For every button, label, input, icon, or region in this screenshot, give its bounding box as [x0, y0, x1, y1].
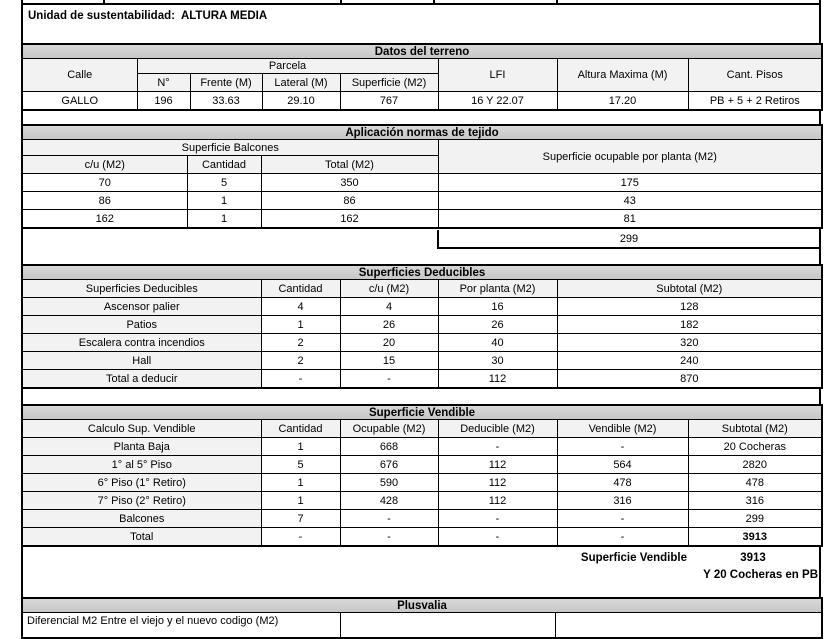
cell-total-vendible: 3913: [688, 528, 822, 547]
row-label: Patios: [22, 316, 261, 334]
top-partial-row: [21, 0, 821, 5]
col-header: Cantidad: [261, 280, 340, 298]
cell: 5: [187, 174, 261, 192]
cell-frente: 33.63: [190, 92, 262, 111]
col-header: Superficies Deducibles: [22, 280, 261, 298]
col-header-parcela: Parcela: [137, 59, 438, 74]
row-label: Total: [22, 528, 261, 547]
col-header-frente: Frente (M): [190, 74, 262, 92]
cell: 676: [340, 456, 438, 474]
cell: 2820: [688, 456, 822, 474]
table-row: [22, 352, 822, 370]
section-title-row: [22, 125, 822, 140]
cell: -: [438, 510, 557, 528]
cell: 1: [261, 474, 340, 492]
cell: 316: [688, 492, 822, 510]
col-header: Por planta (M2): [438, 280, 557, 298]
col-header-lfi: LFI: [438, 59, 557, 92]
cell: -: [340, 370, 438, 389]
row-label: Balcones: [22, 510, 261, 528]
cell: 478: [688, 474, 822, 492]
section-title-row: [22, 598, 822, 613]
cell: 26: [438, 316, 557, 334]
row-label: Escalera contra incendios: [22, 334, 261, 352]
table-row: [22, 174, 822, 192]
cell: 478: [557, 474, 688, 492]
cell: 564: [557, 456, 688, 474]
cell-pisos: PB + 5 + 2 Retiros: [688, 92, 822, 111]
col-header-balcones: Superficie Balcones: [22, 140, 438, 156]
cell: 81: [438, 210, 822, 229]
table-header-row: [22, 140, 822, 156]
cell-numero: 196: [137, 92, 190, 111]
cell: 1: [261, 492, 340, 510]
table-row: [22, 192, 822, 210]
vendible-section-title: Superficie Vendible: [22, 405, 822, 420]
top-partial-cell: [21, 0, 105, 3]
table-row: [22, 210, 822, 229]
table-header-row: [22, 59, 822, 74]
section-title-row: [22, 405, 822, 420]
empty-cell: [340, 613, 555, 639]
top-partial-cell: [558, 0, 821, 3]
cell: 86: [22, 192, 187, 210]
cell: 112: [438, 456, 557, 474]
cell: 16: [438, 298, 557, 316]
tejido-total-ocupable-value: 299: [619, 232, 639, 245]
cell-calle: GALLO: [22, 92, 137, 111]
cell: 1: [261, 316, 340, 334]
col-header-calle: Calle: [22, 59, 137, 92]
cell: 1: [261, 438, 340, 456]
row-label: Ascensor palier: [22, 298, 261, 316]
cell: -: [261, 370, 340, 389]
cell: 316: [557, 492, 688, 510]
col-header: Ocupable (M2): [340, 420, 438, 438]
cell: 4: [261, 298, 340, 316]
row-label: Hall: [22, 352, 261, 370]
cell: 112: [438, 474, 557, 492]
empty-cell: [555, 613, 822, 639]
col-header-ocupable-planta: Superficie ocupable por planta (M2): [438, 140, 822, 174]
cell: -: [340, 528, 438, 547]
cell: 182: [557, 316, 822, 334]
row-label: 7° Piso (2° Retiro): [22, 492, 261, 510]
table-row: [22, 298, 822, 316]
table-row: [22, 370, 822, 389]
table-row: [22, 334, 822, 352]
cell: 86: [261, 192, 438, 210]
col-header-cantidad: Cantidad: [187, 156, 261, 174]
col-header: Subtotal (M2): [688, 420, 822, 438]
row-label: 6° Piso (1° Retiro): [22, 474, 261, 492]
col-header: c/u (M2): [340, 280, 438, 298]
table-header-row: [22, 420, 822, 438]
cell: -: [557, 438, 688, 456]
cell: 26: [340, 316, 438, 334]
cell: 70: [22, 174, 187, 192]
row-label: 1° al 5° Piso: [22, 456, 261, 474]
col-header: Vendible (M2): [557, 420, 688, 438]
vendible-summary-label: Superficie Vendible: [580, 552, 687, 564]
cell-lateral: 29.10: [262, 92, 340, 111]
cell: 162: [261, 210, 438, 229]
tejido-total-ocupable-cell: [437, 230, 821, 249]
cell: 175: [438, 174, 822, 192]
table-row: [22, 613, 822, 639]
tejido-table: [21, 124, 823, 229]
section-title-row: [22, 265, 822, 280]
cell: 350: [261, 174, 438, 192]
table-header-row: [22, 280, 822, 298]
cell: -: [557, 510, 688, 528]
top-partial-cell: [342, 0, 435, 3]
table-row-total: [22, 528, 822, 547]
row-label: Planta Baja: [22, 438, 261, 456]
cell: 128: [557, 298, 822, 316]
cell: 7: [261, 510, 340, 528]
col-header-numero: N°: [137, 74, 190, 92]
cell: 299: [688, 510, 822, 528]
cell: 870: [557, 370, 822, 389]
section-title-row: [22, 44, 822, 59]
col-header-cu: c/u (M2): [22, 156, 187, 174]
col-header-superficie: Superficie (M2): [340, 74, 438, 92]
cell: 320: [557, 334, 822, 352]
cell: -: [438, 528, 557, 547]
tejido-section-title: Aplicación normas de tejido: [22, 125, 822, 140]
cell: 240: [557, 352, 822, 370]
cell: 15: [340, 352, 438, 370]
cell: 668: [340, 438, 438, 456]
cell: -: [438, 438, 557, 456]
row-label: Total a deducir: [22, 370, 261, 389]
col-header: Deducible (M2): [438, 420, 557, 438]
cell: 1: [187, 192, 261, 210]
table-row: [22, 510, 822, 528]
table-row: [22, 456, 822, 474]
table-row: [22, 92, 822, 111]
cell-altura: 17.20: [557, 92, 688, 111]
sustainability-unit-line: [23, 6, 819, 42]
top-partial-cell: [105, 0, 342, 3]
plusvalia-section-title: Plusvalia: [22, 598, 822, 613]
col-header: Subtotal (M2): [557, 280, 822, 298]
cell: 5: [261, 456, 340, 474]
cell: -: [261, 528, 340, 547]
col-header-lateral: Lateral (M): [262, 74, 340, 92]
col-header-pisos: Cant. Pisos: [688, 59, 822, 92]
table-row: [22, 492, 822, 510]
cell: 20 Cocheras: [688, 438, 822, 456]
vendible-summary: [21, 548, 821, 592]
cell: 20: [340, 334, 438, 352]
cell: 1: [187, 210, 261, 229]
top-partial-cell: [435, 0, 558, 3]
cell: 43: [438, 192, 822, 210]
cell: 112: [438, 492, 557, 510]
row-label-diferencial: Diferencial M2 Entre el viejo y el nuevo codigo (M2): [22, 613, 340, 639]
vendible-table: [21, 404, 823, 547]
sustainability-unit-label: Unidad de sustentabilidad:: [28, 10, 175, 22]
col-header-altura: Altura Maxima (M): [557, 59, 688, 92]
cell: 590: [340, 474, 438, 492]
cell: 2: [261, 352, 340, 370]
cell: 30: [438, 352, 557, 370]
cell: 4: [340, 298, 438, 316]
cell: 2: [261, 334, 340, 352]
plusvalia-table: [21, 597, 823, 639]
deducibles-table: [21, 264, 823, 389]
vendible-summary-value: 3913: [740, 552, 766, 564]
cell: 162: [22, 210, 187, 229]
cell: 112: [438, 370, 557, 389]
cell: -: [557, 528, 688, 547]
col-header-total: Total (M2): [261, 156, 438, 174]
sustainability-unit-value: ALTURA MEDIA: [180, 10, 268, 22]
cell: 40: [438, 334, 557, 352]
table-row: [22, 438, 822, 456]
terreno-table: [21, 43, 823, 111]
vendible-summary-note: Y 20 Cocheras en PB: [703, 569, 818, 581]
terreno-section-title: Datos del terreno: [22, 44, 822, 59]
table-row: [22, 316, 822, 334]
cell-lfi: 16 Y 22.07: [438, 92, 557, 111]
cell-superficie: 767: [340, 92, 438, 111]
table-row: [22, 474, 822, 492]
deducibles-section-title: Superficies Deducibles: [22, 265, 822, 280]
col-header: Cantidad: [261, 420, 340, 438]
cell: 428: [340, 492, 438, 510]
col-header: Calculo Sup. Vendible: [22, 420, 261, 438]
cell: -: [340, 510, 438, 528]
